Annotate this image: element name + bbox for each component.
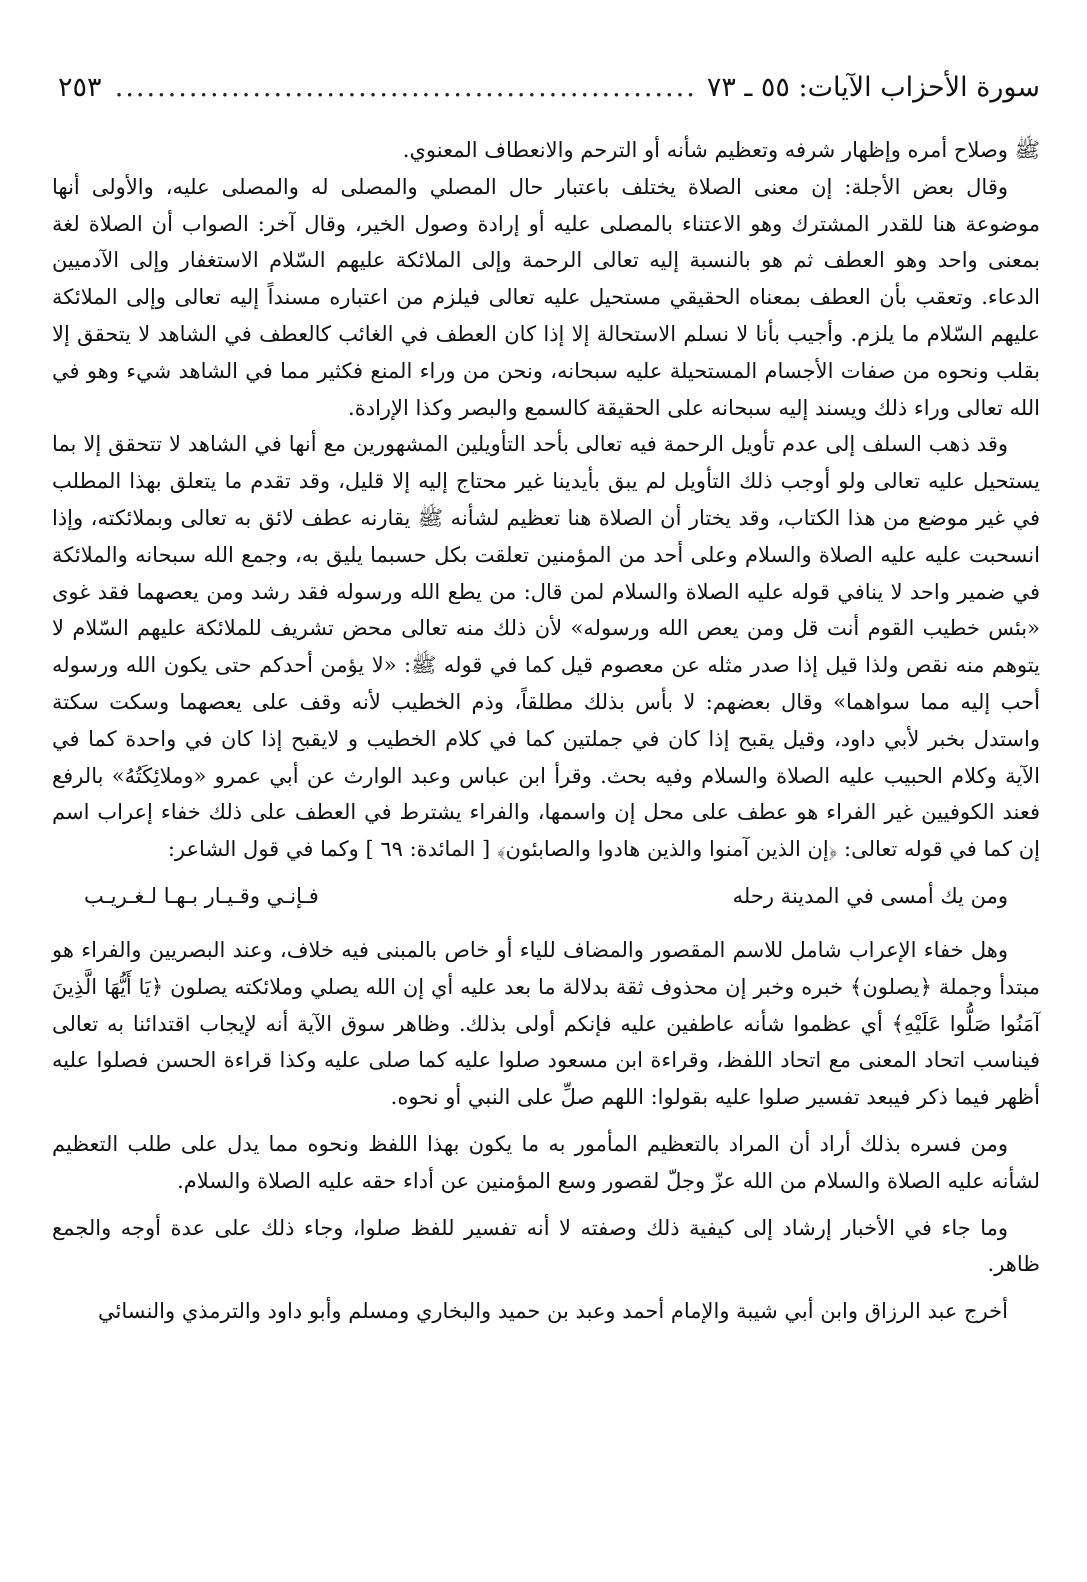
paragraph: ومن فسره بذلك أراد أن المراد بالتعظيم المأمور به ما يكون بهذا اللفظ ونحوه مما يدل على طلب التعظيم لشأنه عليه الصلاة والسلام من الله عزّ وجلّ لقصور وسع المؤمنين عن أداء حقه عليه الصلاة والسلام. (52, 1131, 1040, 1193)
header-title: سورة الأحزاب الآيات: ٥٥ ـ ٧٣ (706, 72, 1040, 103)
verse-first-hemistich: ومن يك أمسى في المدينة رحله (732, 883, 1008, 908)
page-number: ٢٥٣ (58, 72, 102, 103)
paragraph: وهل خفاء الإعراب شامل للاسم المقصور والمضاف للياء أو خاص بالمبنى فيه خلاف، وعند البصريين والفراء هو مبتدأ وجملة ﴿يصلون﴾ خبره وخبر إن محذوف ثقة بدلالة ما بعد عليه أي إن الله يصلي وملائكته يصلون ﴿يَا أَيُّهَا الَّذِينَ آمَنُوا صَلُّوا عَلَيْهِ﴾ أي عظموا شأنه عاطفين عليه فإنكم أولى بذلك. وظاهر سوق الآية أنه لإيجاب اقتدائنا به تعالى فيناسب اتحاد المعنى مع اتحاد اللفظ، وقراءة ابن مسعود صلوا عليه كما صلى عليه وكذا قراءة الحسن فصلوا عليه أظهر فيما ذكر فيبعد تفسير صلوا عليه بقولوا: اللهم صلِّ على النبي أو نحوه. (52, 937, 1040, 1110)
verse-second-hemistich: فـإنـي وقـيـار بـهـا لـغـريـب (84, 883, 319, 908)
page-body (52, 132, 1040, 1330)
paragraph: ﷺ وصلاح أمره وإظهار شرفه وتعظيم شأنه أو الترحم والانعطاف المعنوي. (402, 138, 1040, 162)
poetry-verse (52, 868, 1040, 932)
header-leader-dots (112, 72, 697, 103)
running-header (58, 72, 1040, 116)
paragraph: وقال بعض الأجلة: إن معنى الصلاة يختلف باعتبار حال المصلي والمصلى له والمصلى عليه، والأولى أنها موضوعة هنا للقدر المشترك وهو الاعتناء بالمصلى عليه أو إرادة وصول الخير، وقال آخر: الصواب أن الصلاة لغة بمعنى واحد وهو العطف ثم هو بالنسبة إليه تعالى الرحمة وإلى الملائكة عليهم السّلام الاستغفار وإلى الآدميين الدعاء. وتعقب بأن العطف بمعناه الحقيقي مستحيل عليه تعالى فيلزم من اعتباره مسنداً إليه تعالى وإلى الملائكة عليهم السّلام ما يلزم. وأجيب بأنا لا نسلم الاستحالة إلا إذا كان العطف في الغائب كالعطف في الشاهد لا يتحقق إلا بقلب ونحوه من صفات الأجسام المستحيلة عليه سبحانه، ونحن من وراء المنع فكثير مما في الشاهد شيء وهو في الله تعالى وراء ذلك ويسند إليه سبحانه على الحقيقة كالسمع والبصر وكذا الإرادة. (52, 174, 1040, 420)
paragraph: وما جاء في الأخبار إرشاد إلى كيفية ذلك وصفته لا أنه تفسير للفظ صلوا، وجاء ذلك على عدة أوجه والجمع ظاهر. (52, 1215, 1040, 1277)
paragraph: أخرج عبد الرزاق وابن أبي شيبة والإمام أحمد وعبد بن حميد والبخاري ومسلم وأبو داود والترمذي والنسائي (97, 1299, 1008, 1324)
paragraph: وقد ذهب السلف إلى عدم تأويل الرحمة فيه تعالى بأحد التأويلين المشهورين مع أنها في الشاهد لا تتحقق إلا بما يستحيل عليه تعالى ولو أوجب ذلك التأويل لم يبق بأيدينا غير محتاج إليه إلا قليل، وقد تقدم ما يتعلق بهذا المطلب في غير موضع من هذا الكتاب، وقد يختار أن الصلاة هنا تعظيم لشأنه ﷺ يقارنه عطف لائق به تعالى وبملائكته، وإذا انسحبت عليه عليه الصلاة والسلام وعلى أحد من المؤمنين تعلقت بكل حسبما يليق به، وجمع الله سبحانه والملائكة في ضمير واحد لا ينافي قوله عليه الصلاة والسلام لمن قال: من يطع الله ورسوله فقد رشد ومن يعصهما فقد غوى «بئس خطيب القوم أنت قل ومن يعص الله ورسوله» لأن ذلك منه تعالى محض تشريف للملائكة عليهم السّلام لا يتوهم منه نقص ولذا قيل إذا صدر مثله عن معصوم قيل كما في قوله ﷺ: «لا يؤمن أحدكم حتى يكون الله ورسوله أحب إليه مما سواهما» وقال بعضهم: لا بأس بذلك مطلقاً، وذم الخطيب لأنه وقف على يعصهما وسكت سكتة واستدل بخبر لأبي داود، وقيل يقبح إذا كان في جملتين كما في كلام الخطيب و لايقبح إذا كان في واحدة كما في الآية وكلام الحبيب عليه الصلاة والسلام وفيه بحث. وقرأ ابن عباس وعبد الوارث عن أبي عمرو «وملائِكَتُهُ» بالرفع فعند الكوفيين غير الفراء هو عطف على محل إن واسمها، والفراء يشترط في العطف على ذلك خفاء إعراب اسم إن كما في قوله تعالى: ﴿إن الذين آمنوا والذين هادوا والصابئون﴾ [ المائدة: ٦٩ ] وكما في قول الشاعر: (52, 432, 1040, 862)
